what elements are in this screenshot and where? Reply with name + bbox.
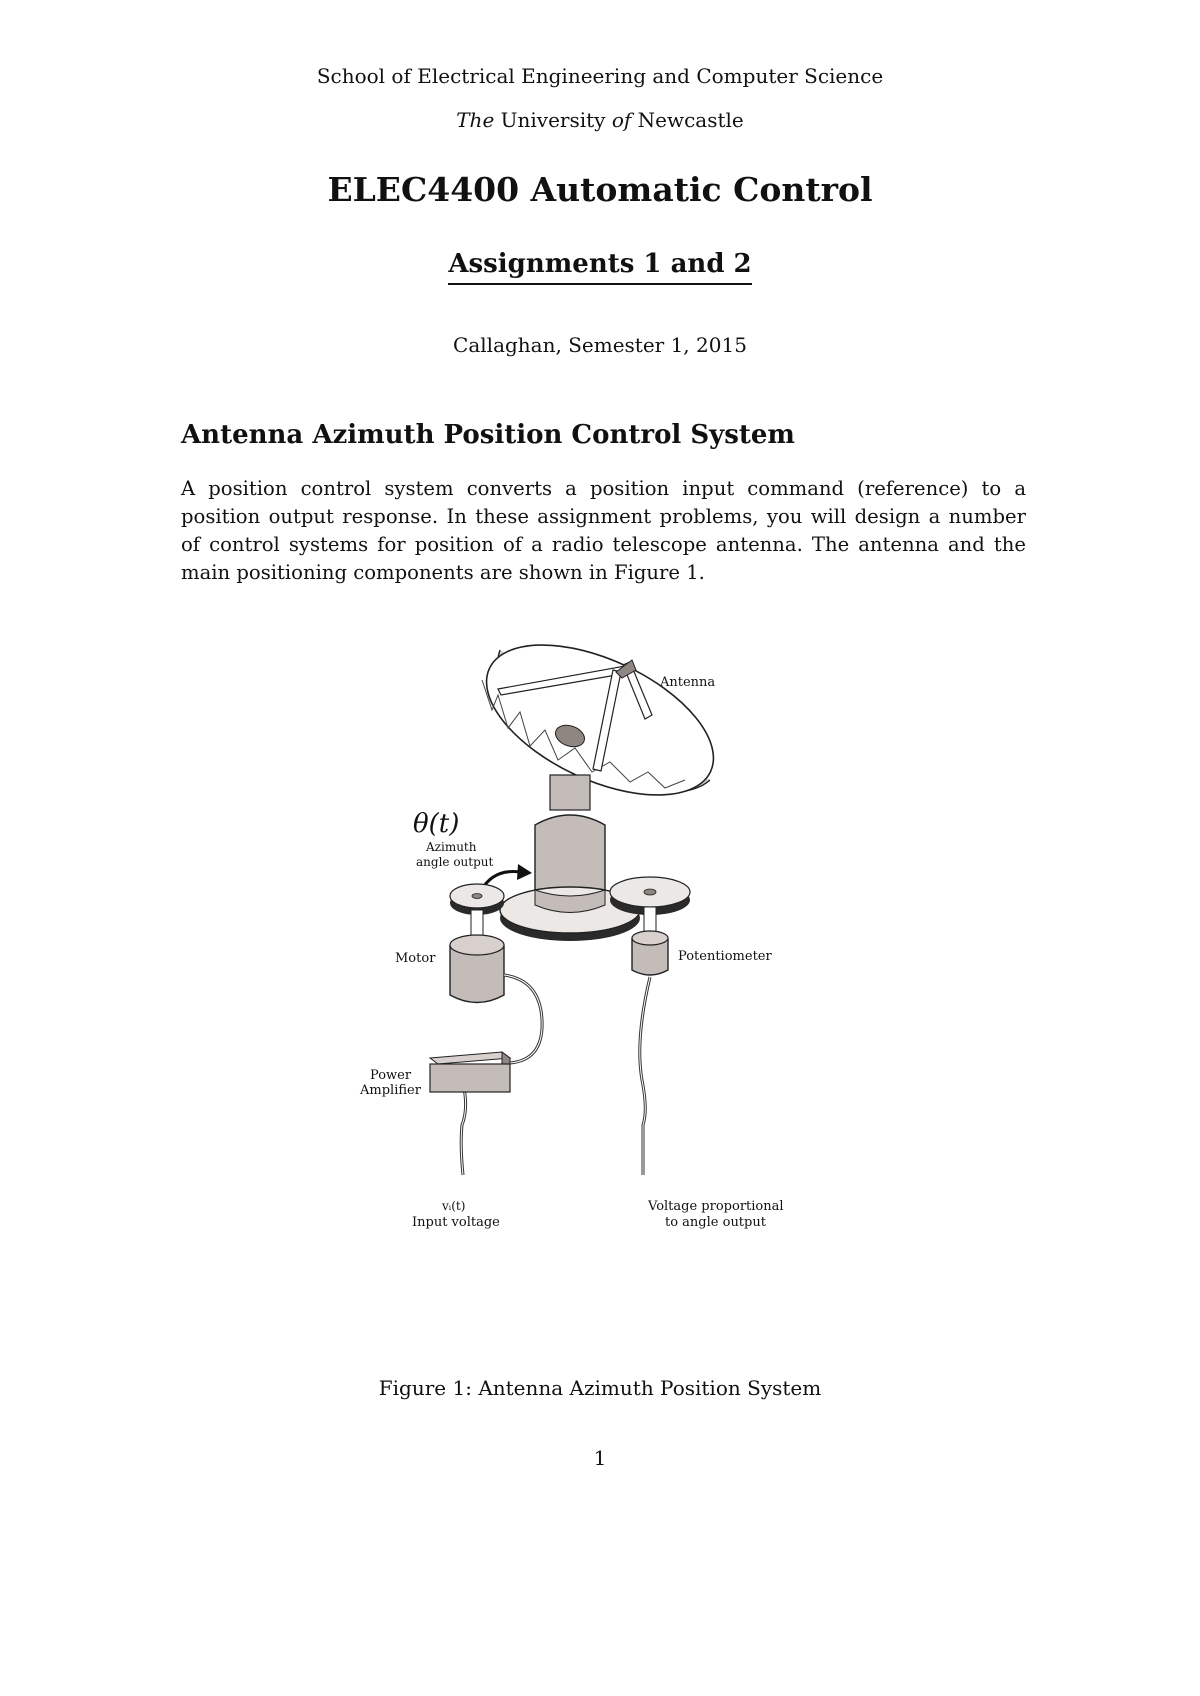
section-heading: Antenna Azimuth Position Control System xyxy=(181,420,795,450)
section-paragraph: A position control system converts a position input command (reference) to a position output response. In these assignment problems, you will design a number of control systems for position of a radio telescope antenna. The antenna and the main positioning components are shown in Figure 1. xyxy=(181,477,1026,584)
antenna-illustration xyxy=(360,620,860,1280)
figure-caption: Figure 1: Antenna Azimuth Position System xyxy=(378,1376,822,1400)
motor-label: Motor xyxy=(395,951,436,966)
theta-label: θ(t) xyxy=(413,809,460,839)
assignment-title-wrap xyxy=(0,249,1200,279)
antenna-dish xyxy=(464,614,736,826)
antenna-label: Antenna xyxy=(660,675,716,690)
page-number: 1 xyxy=(593,1446,607,1470)
motor-cable xyxy=(504,975,542,1063)
power-amplifier-label-line2: Amplifier xyxy=(360,1083,421,1098)
university-city: Newcastle xyxy=(637,108,744,132)
input-voltage-label: Input voltage xyxy=(412,1215,500,1230)
university-name xyxy=(0,108,1200,132)
university-word: University xyxy=(500,108,606,132)
voltage-proportional-label-line1: Voltage proportional xyxy=(648,1199,784,1214)
motor xyxy=(450,935,504,1003)
power-amplifier-box xyxy=(430,1052,510,1092)
antenna-figure xyxy=(360,620,860,1280)
azimuth-label-line1: Azimuth xyxy=(426,840,477,854)
assignment-title: Assignments 1 and 2 xyxy=(448,249,751,285)
school-name: School of Electrical Engineering and Computer Science xyxy=(316,64,884,88)
university-prefix: The xyxy=(456,108,495,132)
place-date: Callaghan, Semester 1, 2015 xyxy=(453,333,747,357)
power-amplifier-label-line1: Power xyxy=(370,1068,412,1083)
voltage-proportional-label-line2: to angle output xyxy=(665,1215,766,1230)
course-title: ELEC4400 Automatic Control xyxy=(327,170,873,209)
potentiometer-label: Potentiometer xyxy=(678,949,772,964)
potentiometer xyxy=(632,931,668,975)
rotation-arrowhead xyxy=(517,864,532,880)
input-symbol-label: vᵢ(t) xyxy=(442,1199,466,1213)
university-of: of xyxy=(611,108,632,132)
azimuth-label-line2: angle output xyxy=(416,855,494,869)
